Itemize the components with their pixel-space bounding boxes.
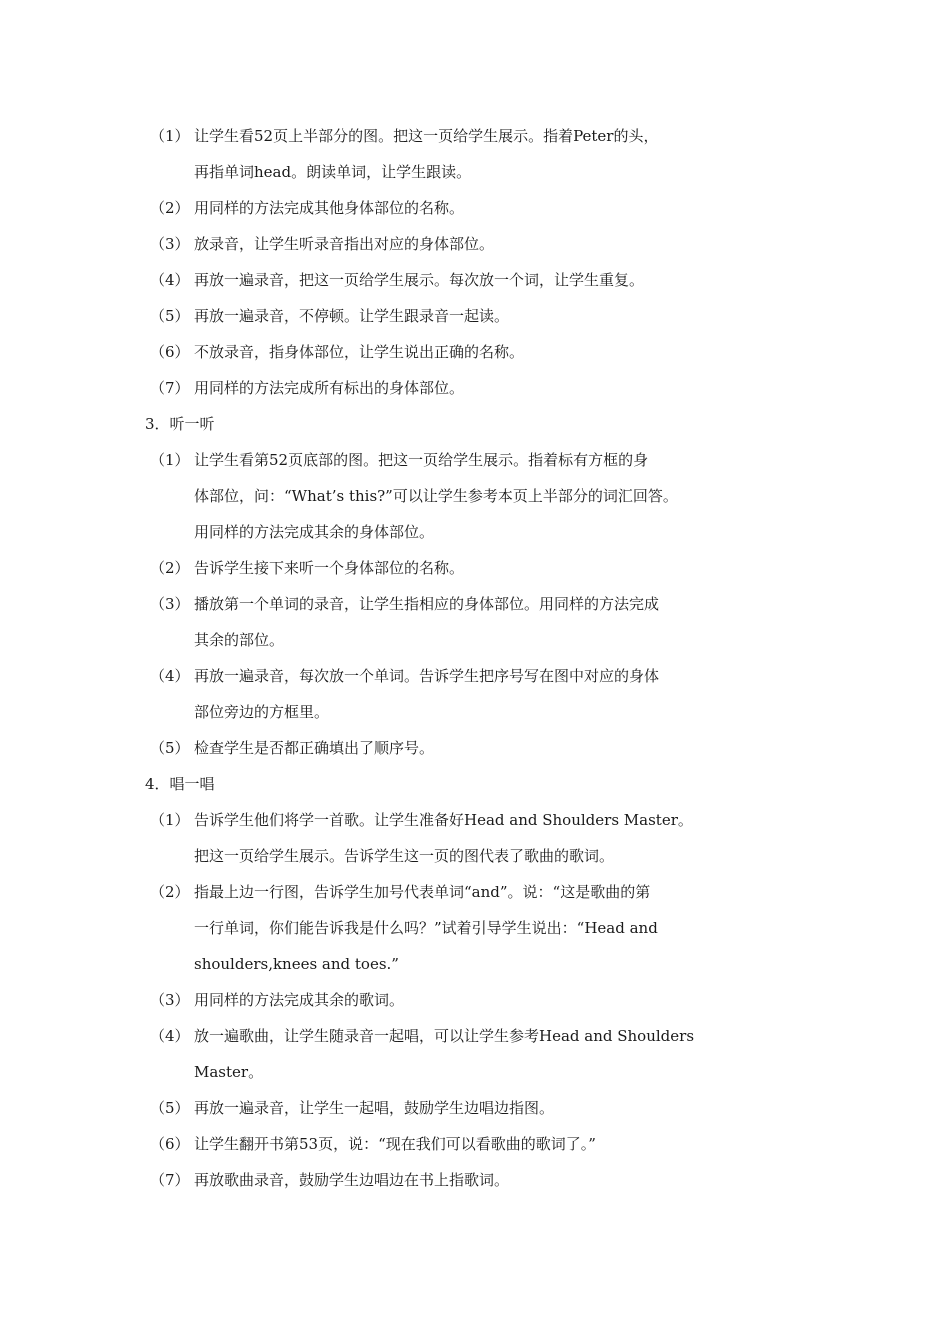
list-item-text: 用同样的方法完成其余的身体部位。 bbox=[194, 523, 435, 541]
section-heading bbox=[0, 770, 950, 806]
list-item-number: （2） bbox=[150, 199, 190, 217]
list-item-text: Master。 bbox=[194, 1063, 264, 1081]
section-heading-text: 3．听一听 bbox=[145, 415, 215, 433]
list-item-continuation bbox=[0, 950, 950, 986]
list-item-continuation bbox=[0, 482, 950, 518]
list-item-number: （5） bbox=[150, 1099, 190, 1117]
list-item-number: （5） bbox=[150, 739, 190, 757]
list-item bbox=[0, 122, 950, 158]
list-item-continuation bbox=[0, 698, 950, 734]
list-item bbox=[0, 554, 950, 590]
list-item-number: （4） bbox=[150, 667, 190, 685]
section-heading-text: 4．唱一唱 bbox=[145, 775, 215, 793]
list-item-number: （1） bbox=[150, 811, 190, 829]
list-item-continuation bbox=[0, 158, 950, 194]
list-item-text: 体部位，问：“What’s this?”可以让学生参考本页上半部分的词汇回答。 bbox=[194, 487, 678, 505]
list-item bbox=[0, 986, 950, 1022]
list-item-number: （6） bbox=[150, 343, 190, 361]
list-item-number: （7） bbox=[150, 1171, 190, 1189]
list-item-number: （7） bbox=[150, 379, 190, 397]
list-item-text: 部位旁边的方框里。 bbox=[194, 703, 330, 721]
document-body bbox=[0, 122, 950, 1202]
list-item-number: （4） bbox=[150, 271, 190, 289]
list-item bbox=[0, 230, 950, 266]
list-item bbox=[0, 1094, 950, 1130]
list-item-continuation bbox=[0, 1058, 950, 1094]
list-item-text: 再放一遍录音，把这一页给学生展示。每次放一个词，让学生重复。 bbox=[194, 271, 645, 289]
list-item-number: （5） bbox=[150, 307, 190, 325]
list-item-text: 告诉学生他们将学一首歌。让学生准备好Head and Shoulders Master。 bbox=[194, 811, 693, 829]
list-item bbox=[0, 1130, 950, 1166]
list-item bbox=[0, 302, 950, 338]
section-heading bbox=[0, 410, 950, 446]
list-item-text: 放录音，让学生听录音指出对应的身体部位。 bbox=[194, 235, 495, 253]
list-item bbox=[0, 1022, 950, 1058]
list-item-text: 指最上边一行图，告诉学生加号代表单词“and”。说：“这是歌曲的第 bbox=[194, 883, 651, 901]
list-item-number: （2） bbox=[150, 559, 190, 577]
list-item-number: （3） bbox=[150, 595, 190, 613]
list-item-text: 让学生看52页上半部分的图。把这一页给学生展示。指着Peter的头， bbox=[194, 127, 659, 145]
list-item-continuation bbox=[0, 914, 950, 950]
list-item-number: （1） bbox=[150, 451, 190, 469]
list-item-text: 再放一遍录音，不停顿。让学生跟录音一起读。 bbox=[194, 307, 510, 325]
list-item-text: 再放歌曲录音，鼓励学生边唱边在书上指歌词。 bbox=[194, 1171, 510, 1189]
list-item-text: 再放一遍录音，让学生一起唱，鼓励学生边唱边指图。 bbox=[194, 1099, 555, 1117]
list-item-number: （4） bbox=[150, 1027, 190, 1045]
list-item-continuation bbox=[0, 842, 950, 878]
list-item bbox=[0, 662, 950, 698]
list-item bbox=[0, 194, 950, 230]
list-item-number: （3） bbox=[150, 991, 190, 1009]
list-item bbox=[0, 374, 950, 410]
list-item-continuation bbox=[0, 518, 950, 554]
list-item-text: 让学生看第52页底部的图。把这一页给学生展示。指着标有方框的身 bbox=[194, 451, 649, 469]
list-item-text: 用同样的方法完成其余的歌词。 bbox=[194, 991, 405, 1009]
list-item bbox=[0, 446, 950, 482]
list-item-text: 再放一遍录音，每次放一个单词。告诉学生把序号写在图中对应的身体 bbox=[194, 667, 660, 685]
list-item-text: 把这一页给学生展示。告诉学生这一页的图代表了歌曲的歌词。 bbox=[194, 847, 615, 865]
list-item-text: 播放第一个单词的录音，让学生指相应的身体部位。用同样的方法完成 bbox=[194, 595, 660, 613]
list-item-text: shoulders,knees and toes.” bbox=[194, 955, 399, 973]
list-item-number: （2） bbox=[150, 883, 190, 901]
list-item-text: 再指单词head。朗读单词，让学生跟读。 bbox=[194, 163, 472, 181]
list-item bbox=[0, 338, 950, 374]
list-item-text: 用同样的方法完成其他身体部位的名称。 bbox=[194, 199, 465, 217]
list-item-number: （3） bbox=[150, 235, 190, 253]
list-item-text: 检查学生是否都正确填出了顺序号。 bbox=[194, 739, 435, 757]
list-item-text: 一行单词，你们能告诉我是什么吗？”试着引导学生说出：“Head and bbox=[194, 919, 658, 937]
list-item bbox=[0, 590, 950, 626]
list-item-text: 不放录音，指身体部位，让学生说出正确的名称。 bbox=[194, 343, 525, 361]
list-item-number: （6） bbox=[150, 1135, 190, 1153]
list-item bbox=[0, 878, 950, 914]
list-item-text: 其余的部位。 bbox=[194, 631, 285, 649]
list-item bbox=[0, 266, 950, 302]
list-item bbox=[0, 1166, 950, 1202]
list-item bbox=[0, 734, 950, 770]
list-item bbox=[0, 806, 950, 842]
list-item-text: 告诉学生接下来听一个身体部位的名称。 bbox=[194, 559, 465, 577]
list-item-text: 放一遍歌曲，让学生随录音一起唱，可以让学生参考Head and Shoulders bbox=[194, 1027, 695, 1045]
list-item-text: 用同样的方法完成所有标出的身体部位。 bbox=[194, 379, 465, 397]
list-item-number: （1） bbox=[150, 127, 190, 145]
list-item-continuation bbox=[0, 626, 950, 662]
list-item-text: 让学生翻开书第53页，说：“现在我们可以看歌曲的歌词了。” bbox=[194, 1135, 596, 1153]
